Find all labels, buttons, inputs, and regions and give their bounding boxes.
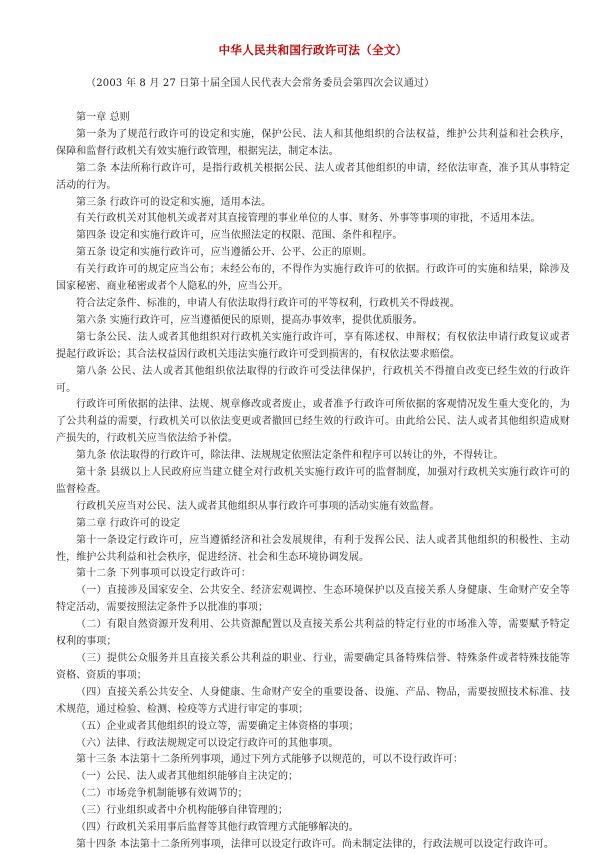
list-item: （三）提供公众服务并且直接关系公共利益的职业、行业，需要确定具备特殊信誉、特殊条件或者特殊技能等资格、资质的事项； [56, 653, 570, 681]
list-item: （三）行业组织或者中介机构能够自律管理的； [76, 805, 289, 817]
chapter-heading: 第二章 行政许可的设定 [76, 517, 181, 529]
list-item: （六）法律、行政法规规定可以设定行政许可的其他事项。 [76, 737, 339, 749]
paragraph: 第十二条 下列事项可以设定行政许可： [76, 568, 251, 580]
paragraph: 第八条 公民、法人或者其他组织依法取得的行政许可受法律保护，行政机关不得擅自改变已经生效的行政许可。 [56, 365, 570, 394]
list-item: （二）有限自然资源开发利用、公共资源配置以及直接关系公共利益的特定行业的市场准入等，需要赋予特定权利的事项； [56, 619, 570, 648]
document-subtitle: （2003 年 8 月 27 日第十届全国人民代表大会常务委员会第四次会议通过） [86, 78, 435, 89]
paragraph: 行政许可所依据的法律、法规、规章修改或者废止，或者准予行政许可所依据的客观情况发生重大变化的，为了公共利益的需要，行政机关可以依法变更或者撤回已经生效的行政许可。由此给公民、法人或者其他组织造成财产损失的，行政机关应当依法给予补偿。 [56, 399, 570, 445]
list-item: （一）直接涉及国家安全、公共安全、经济宏观调控、生态环境保护以及直接关系人身健康、生命财产安全等特定活动，需要按照法定条件予以批准的事项； [56, 585, 570, 614]
document-body [56, 110, 570, 854]
paragraph: 第三条 行政许可的设定和实施，适用本法。 [76, 196, 272, 208]
paragraph: 第九条 依法取得的行政许可，除法律、法规规定依照法定条件和程序可以转让的外，不得转让。 [76, 450, 504, 462]
paragraph: 第四条 设定和实施行政许可，应当依照法定的权限、范围、条件和程序。 [76, 230, 403, 242]
list-item: （一）公民、法人或者其他组织能够自主决定的； [76, 771, 299, 783]
paragraph: 第五条 设定和实施行政许可，应当遵循公开、公平、公正的原则。 [76, 247, 373, 259]
paragraph: 第七条公民、法人或者其他组织对行政机关实施行政许可，享有陈述权、申辩权；有权依法申请行政复议或者提起行政诉讼；其合法权益因行政机关违法实施行政许可受到损害的，有权依法要求赔偿。 [56, 331, 570, 360]
paragraph: 有关行政机关对其他机关或者对其直接管理的事业单位的人事、财务、外事等事项的审批，不适用本法。 [76, 213, 541, 225]
paragraph: 第十条 县级以上人民政府应当建立健全对行政机关实施行政许可的监督制度，加强对行政机关实施行政许可的监督检查。 [56, 467, 570, 495]
paragraph: 第十三条 本法第十二条所列事项，通过下列方式能够予以规范的，可以不设行政许可： [76, 754, 464, 766]
paragraph: 第二条 本法所称行政许可，是指行政机关根据公民、法人或者其他组织的申请，经依法审查，准予其从事特定活动的行为。 [56, 162, 570, 191]
list-item: （四）直接关系公共安全、人身健康、生命财产安全的重要设备、设施、产品、物品，需要按照技术标准、技术规范，通过检验、检测、检疫等方式进行审定的事项； [56, 686, 570, 715]
paragraph: 第十一条设定行政许可，应当遵循经济和社会发展规律，有利于发挥公民、法人或者其他组织的积极性、主动性，维护公共利益和社会秩序，促进经济、社会和生态环境协调发展。 [56, 534, 570, 563]
document-title: 中华人民共和国行政许可法（全文） [218, 43, 408, 57]
paragraph: 第十四条 本法第十二条所列事项，法律可以设定行政许可。尚未制定法律的，行政法规可以设定行政许可。 [76, 838, 554, 850]
list-item: （四）行政机关采用事后监督等其他行政管理方式能够解决的。 [76, 822, 359, 834]
paragraph: 第六条 实施行政许可，应当遵循便民的原则，提高办事效率，提供优质服务。 [76, 314, 423, 326]
paragraph: 行政机关应当对公民、法人或者其他组织从事行政许可事项的活动实施有效监督。 [76, 500, 440, 512]
list-item: （五）企业或者其他组织的设立等，需要确定主体资格的事项； [76, 720, 359, 732]
paragraph: 有关行政许可的规定应当公布；未经公布的，不得作为实施行政许可的依据。行政许可的实施和结果，除涉及国家秘密、商业秘密或者个人隐私的外，应当公开。 [56, 264, 570, 293]
chapter-heading: 第一章 总则 [76, 112, 130, 123]
paragraph: 第一条为了规范行政许可的设定和实施，保护公民、法人和其他组织的合法权益，维护公共利益和社会秩序，保障和监督行政机关有效实施行政管理，根据宪法，制定本法。 [56, 128, 570, 157]
list-item: （二）市场竞争机制能够有效调节的； [76, 788, 248, 800]
paragraph: 符合法定条件、标准的，申请人有依法取得行政许可的平等权利，行政机关不得歧视。 [76, 297, 460, 309]
